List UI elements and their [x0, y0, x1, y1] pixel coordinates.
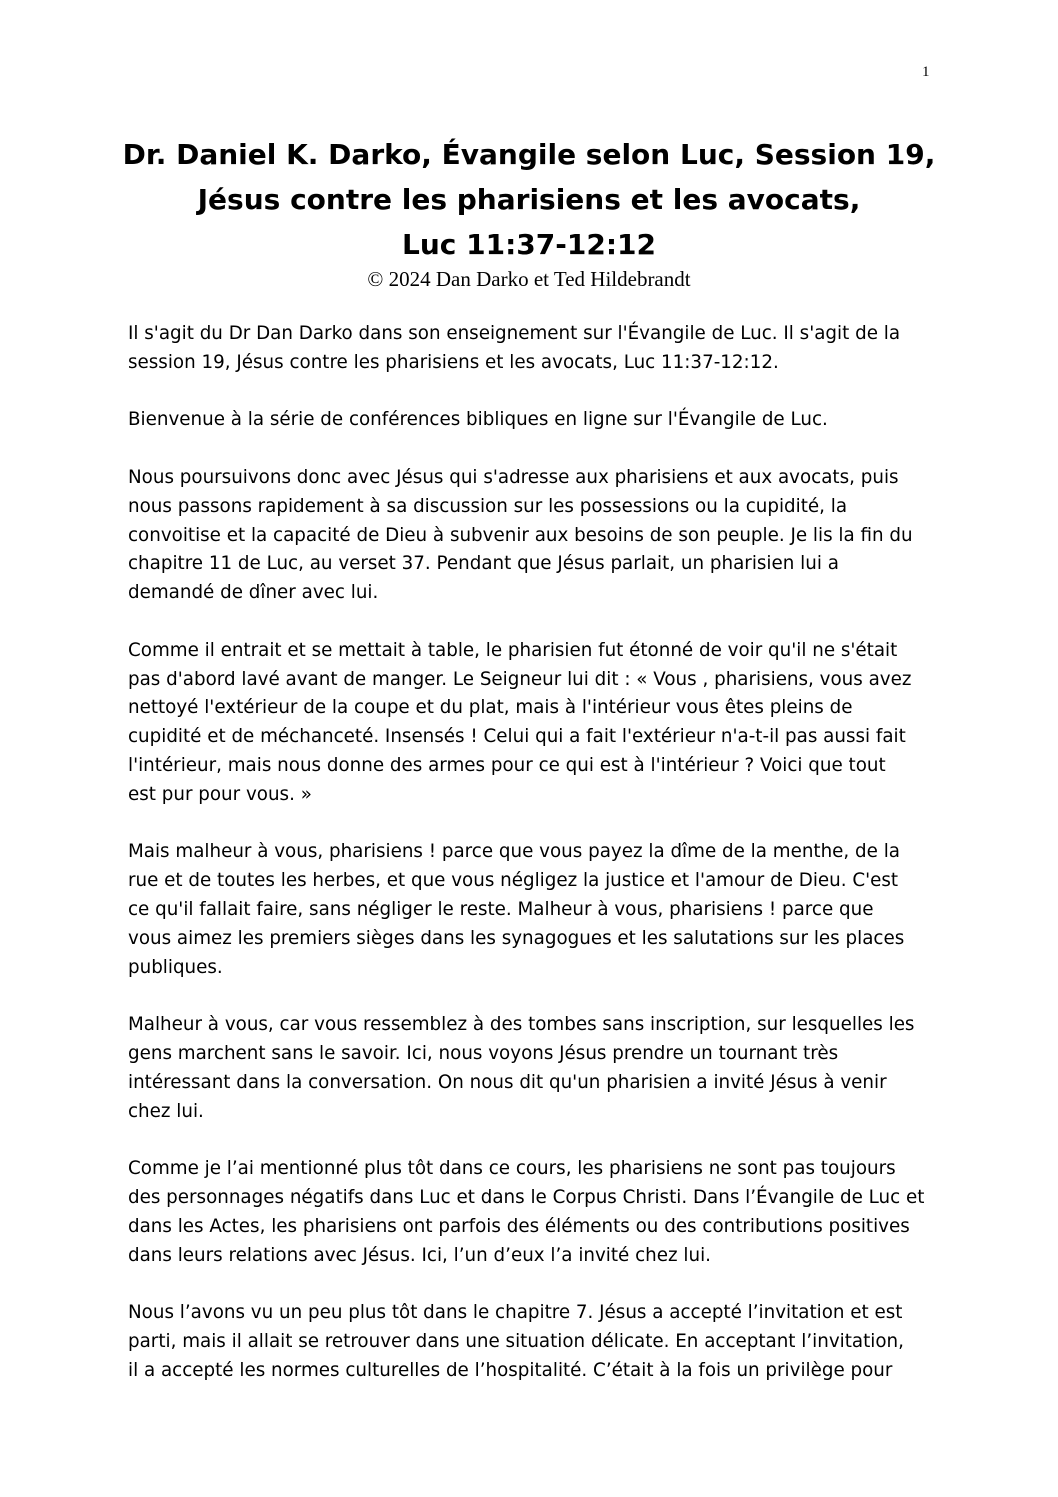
paragraph-line: il a accepté les normes culturelles de l’hospitalité. C’était à la fois un privilège pour — [128, 1359, 893, 1381]
paragraph-line: Il s'agit du Dr Dan Darko dans son enseignement sur l'Évangile de Luc. Il s'agit de la — [128, 323, 901, 344]
paragraph-line: cupidité et de méchanceté. Insensés ! Celui qui a fait l'extérieur n'a-t-il pas aussi fait — [128, 726, 906, 748]
paragraph-line: demandé de dîner avec lui. — [128, 582, 379, 604]
paragraph-line: est pur pour vous. » — [128, 783, 312, 805]
paragraph-line: Bienvenue à la série de conférences bibliques en ligne sur l'Évangile de Luc. — [128, 409, 828, 431]
paragraph-line: intéressant dans la conversation. On nous dit qu'un pharisien a invité Jésus à venir — [128, 1071, 887, 1093]
paragraph-line: gens marchent sans le savoir. Ici, nous voyons Jésus prendre un tournant très — [128, 1042, 839, 1064]
paragraph-line: Nous poursuivons donc avec Jésus qui s'adresse aux pharisiens et aux avocats, puis — [128, 466, 899, 488]
paragraph-line: chapitre 11 de Luc, au verset 37. Pendant que Jésus parlait, un pharisien lui a — [128, 553, 839, 575]
paragraph — [128, 406, 938, 435]
paragraph-line: session 19, Jésus contre les pharisiens et les avocats, Luc 11:37-12:12. — [128, 351, 779, 373]
paragraph-line: nous passons rapidement à sa discussion sur les possessions ou la cupidité, la — [128, 495, 848, 517]
title-line-1: Dr. Daniel K. Darko, Évangile selon Luc, Session 19, — [122, 138, 936, 171]
document-body — [128, 320, 938, 1414]
paragraph-line: publiques. — [128, 956, 223, 978]
paragraph-line: Comme je l’ai mentionné plus tôt dans ce cours, les pharisiens ne sont pas toujours — [128, 1158, 896, 1180]
paragraph — [128, 320, 938, 378]
paragraph-line: des personnages négatifs dans Luc et dans le Corpus Christi. Dans l’Évangile de Luc et — [128, 1186, 925, 1208]
title-line-2: Jésus contre les pharisiens et les avocats, — [197, 183, 861, 216]
paragraph-line: nettoyé l'extérieur de la coupe et du plat, mais à l'intérieur vous êtes pleins de — [128, 697, 853, 719]
paragraph-line: chez lui. — [128, 1100, 204, 1122]
paragraph-line: ce qu'il fallait faire, sans négliger le reste. Malheur à vous, pharisiens ! parce que — [128, 898, 874, 920]
paragraph — [128, 637, 938, 810]
paragraph — [128, 464, 938, 608]
title-line-3: Luc 11:37-12:12 — [402, 228, 656, 261]
paragraph — [128, 1155, 938, 1270]
paragraph-line: Nous l’avons vu un peu plus tôt dans le chapitre 7. Jésus a accepté l’invitation et est — [128, 1302, 903, 1324]
paragraph-line: rue et de toutes les herbes, et que vous négligez la justice et l'amour de Dieu. C'est — [128, 870, 899, 892]
paragraph-line: vous aimez les premiers sièges dans les synagogues et les salutations sur les places — [128, 927, 905, 949]
paragraph-line: convoitise et la capacité de Dieu à subvenir aux besoins de son peuple. Je lis la fin du — [128, 524, 913, 546]
paragraph — [128, 1011, 938, 1126]
copyright-notice: © 2024 Dan Darko et Ted Hildebrandt — [367, 267, 691, 291]
paragraph-line: l'intérieur, mais nous donne des armes pour ce qui est à l'intérieur ? Voici que tout — [128, 754, 886, 776]
document-header — [0, 132, 1058, 291]
paragraph-line: parti, mais il allait se retrouver dans une situation délicate. En acceptant l’invitation, — [128, 1330, 904, 1352]
paragraph-line: Malheur à vous, car vous ressemblez à des tombes sans inscription, sur lesquelles les — [128, 1014, 915, 1036]
paragraph — [128, 1299, 938, 1385]
paragraph-line: dans les Actes, les pharisiens ont parfois des éléments ou des contributions positives — [128, 1215, 910, 1237]
paragraph-line: Comme il entrait et se mettait à table, le pharisien fut étonné de voir qu'il ne s'était — [128, 639, 898, 661]
page-number: 1 — [922, 64, 930, 80]
paragraph-line: dans leurs relations avec Jésus. Ici, l’un d’eux l’a invité chez lui. — [128, 1244, 711, 1266]
paragraph — [128, 838, 938, 982]
paragraph-line: Mais malheur à vous, pharisiens ! parce que vous payez la dîme de la menthe, de la — [128, 841, 900, 863]
paragraph-line: pas d'abord lavé avant de manger. Le Seigneur lui dit : « Vous , pharisiens, vous avez — [128, 668, 912, 690]
